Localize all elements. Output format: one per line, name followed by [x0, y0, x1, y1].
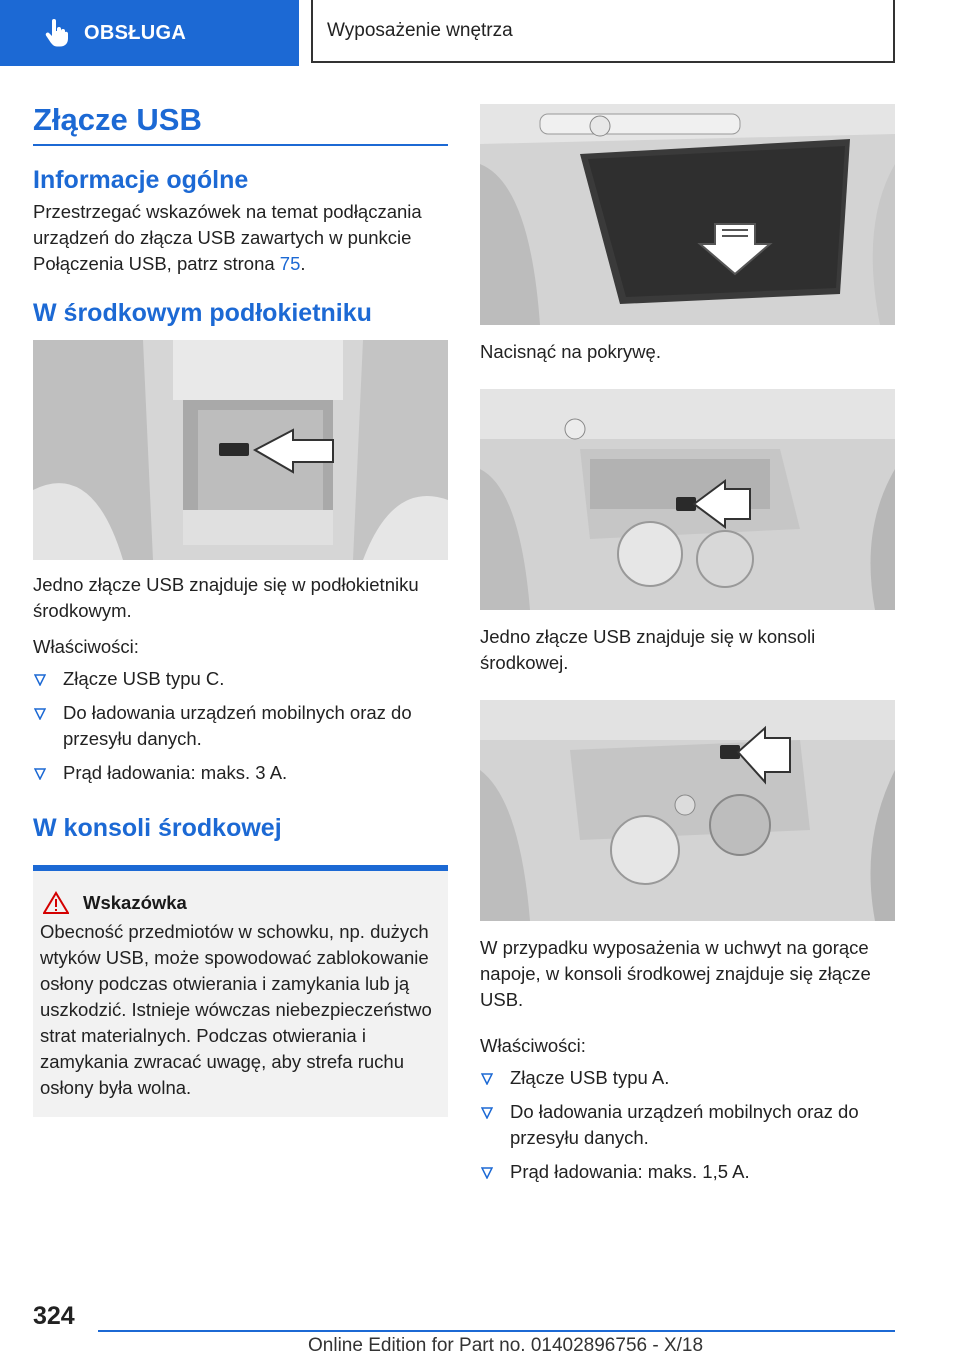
list-item: Do ładowania urządzeń mobilnych oraz do przesyłu danych.	[33, 700, 448, 752]
footer-edition: Online Edition for Part no. 01402896756 - X/18	[308, 1335, 704, 1356]
page-reference-link[interactable]: 75	[279, 253, 301, 274]
page-number: 324	[33, 1302, 75, 1330]
warning-note	[33, 865, 448, 1117]
triangle-bullet-icon	[481, 1073, 493, 1085]
general-text: Przestrzegać wskazówek na temat podłączania urządzeń do złącza USB zawartych w punkcie Połączenia USB, patrz strona 75.	[33, 201, 422, 274]
list-item: Prąd ładowania: maks. 1,5 A.	[480, 1159, 895, 1185]
section-tab-label: OBSŁUGA	[84, 21, 187, 44]
list-item: Prąd ładowania: maks. 3 A.	[33, 760, 448, 786]
note-title: Wskazówka	[40, 891, 440, 915]
triangle-bullet-icon	[34, 708, 46, 720]
footer-divider	[98, 1330, 895, 1332]
page-title: Złącze USB	[33, 102, 448, 146]
triangle-bullet-icon	[34, 674, 46, 686]
console-properties-label: Właściwości:	[480, 1035, 586, 1056]
left-column	[33, 102, 448, 1117]
list-item: Złącze USB typu A.	[480, 1065, 895, 1091]
armrest-caption: Jedno złącze USB znajduje się w podłokietniku środkowym.	[33, 574, 419, 621]
triangle-bullet-icon	[34, 768, 46, 780]
note-text: Obecność przedmiotów w schowku, np. dużych wtyków USB, może spowodować zablokowanie osłony podczas otwierania i zamykania lub ją uszkodzić. Istnieje wówczas niebezpieczeństwo strat materialnych. Podczas otwierania i zamykania zwracać uwagę, aby strefa ruchu osłony była wolna.	[40, 921, 432, 1098]
triangle-bullet-icon	[481, 1167, 493, 1179]
cover-caption: Nacisnąć na pokrywę.	[480, 341, 661, 362]
hot-drink-holder-photo	[480, 700, 895, 921]
console-cover-photo	[480, 104, 895, 325]
armrest-usb-photo	[33, 340, 448, 560]
console-properties-list	[480, 1065, 895, 1185]
warning-triangle-icon	[43, 891, 69, 915]
right-column	[480, 104, 895, 1185]
armrest-properties-label: Właściwości:	[33, 636, 139, 657]
general-heading: Informacje ogólne	[33, 166, 249, 194]
armrest-heading: W środkowym podłokietniku	[33, 299, 372, 327]
armrest-properties-list	[33, 666, 448, 786]
hand-pointer-icon	[42, 18, 72, 48]
console-caption: Jedno złącze USB znajduje się w konsoli środkowej.	[480, 626, 816, 673]
list-item: Do ładowania urządzeń mobilnych oraz do przesyłu danych.	[480, 1099, 895, 1151]
triangle-bullet-icon	[481, 1107, 493, 1119]
list-item: Złącze USB typu C.	[33, 666, 448, 692]
console-heading: W konsoli środkowej	[33, 814, 282, 842]
chapter-title: Wyposażenie wnętrza	[311, 0, 895, 63]
console-usb-photo	[480, 389, 895, 610]
hot-drink-caption: W przypadku wyposażenia w uchwyt na gorące napoje, w konsoli środkowej znajduje się złącze USB.	[480, 937, 871, 1010]
section-tab[interactable]	[0, 0, 299, 66]
